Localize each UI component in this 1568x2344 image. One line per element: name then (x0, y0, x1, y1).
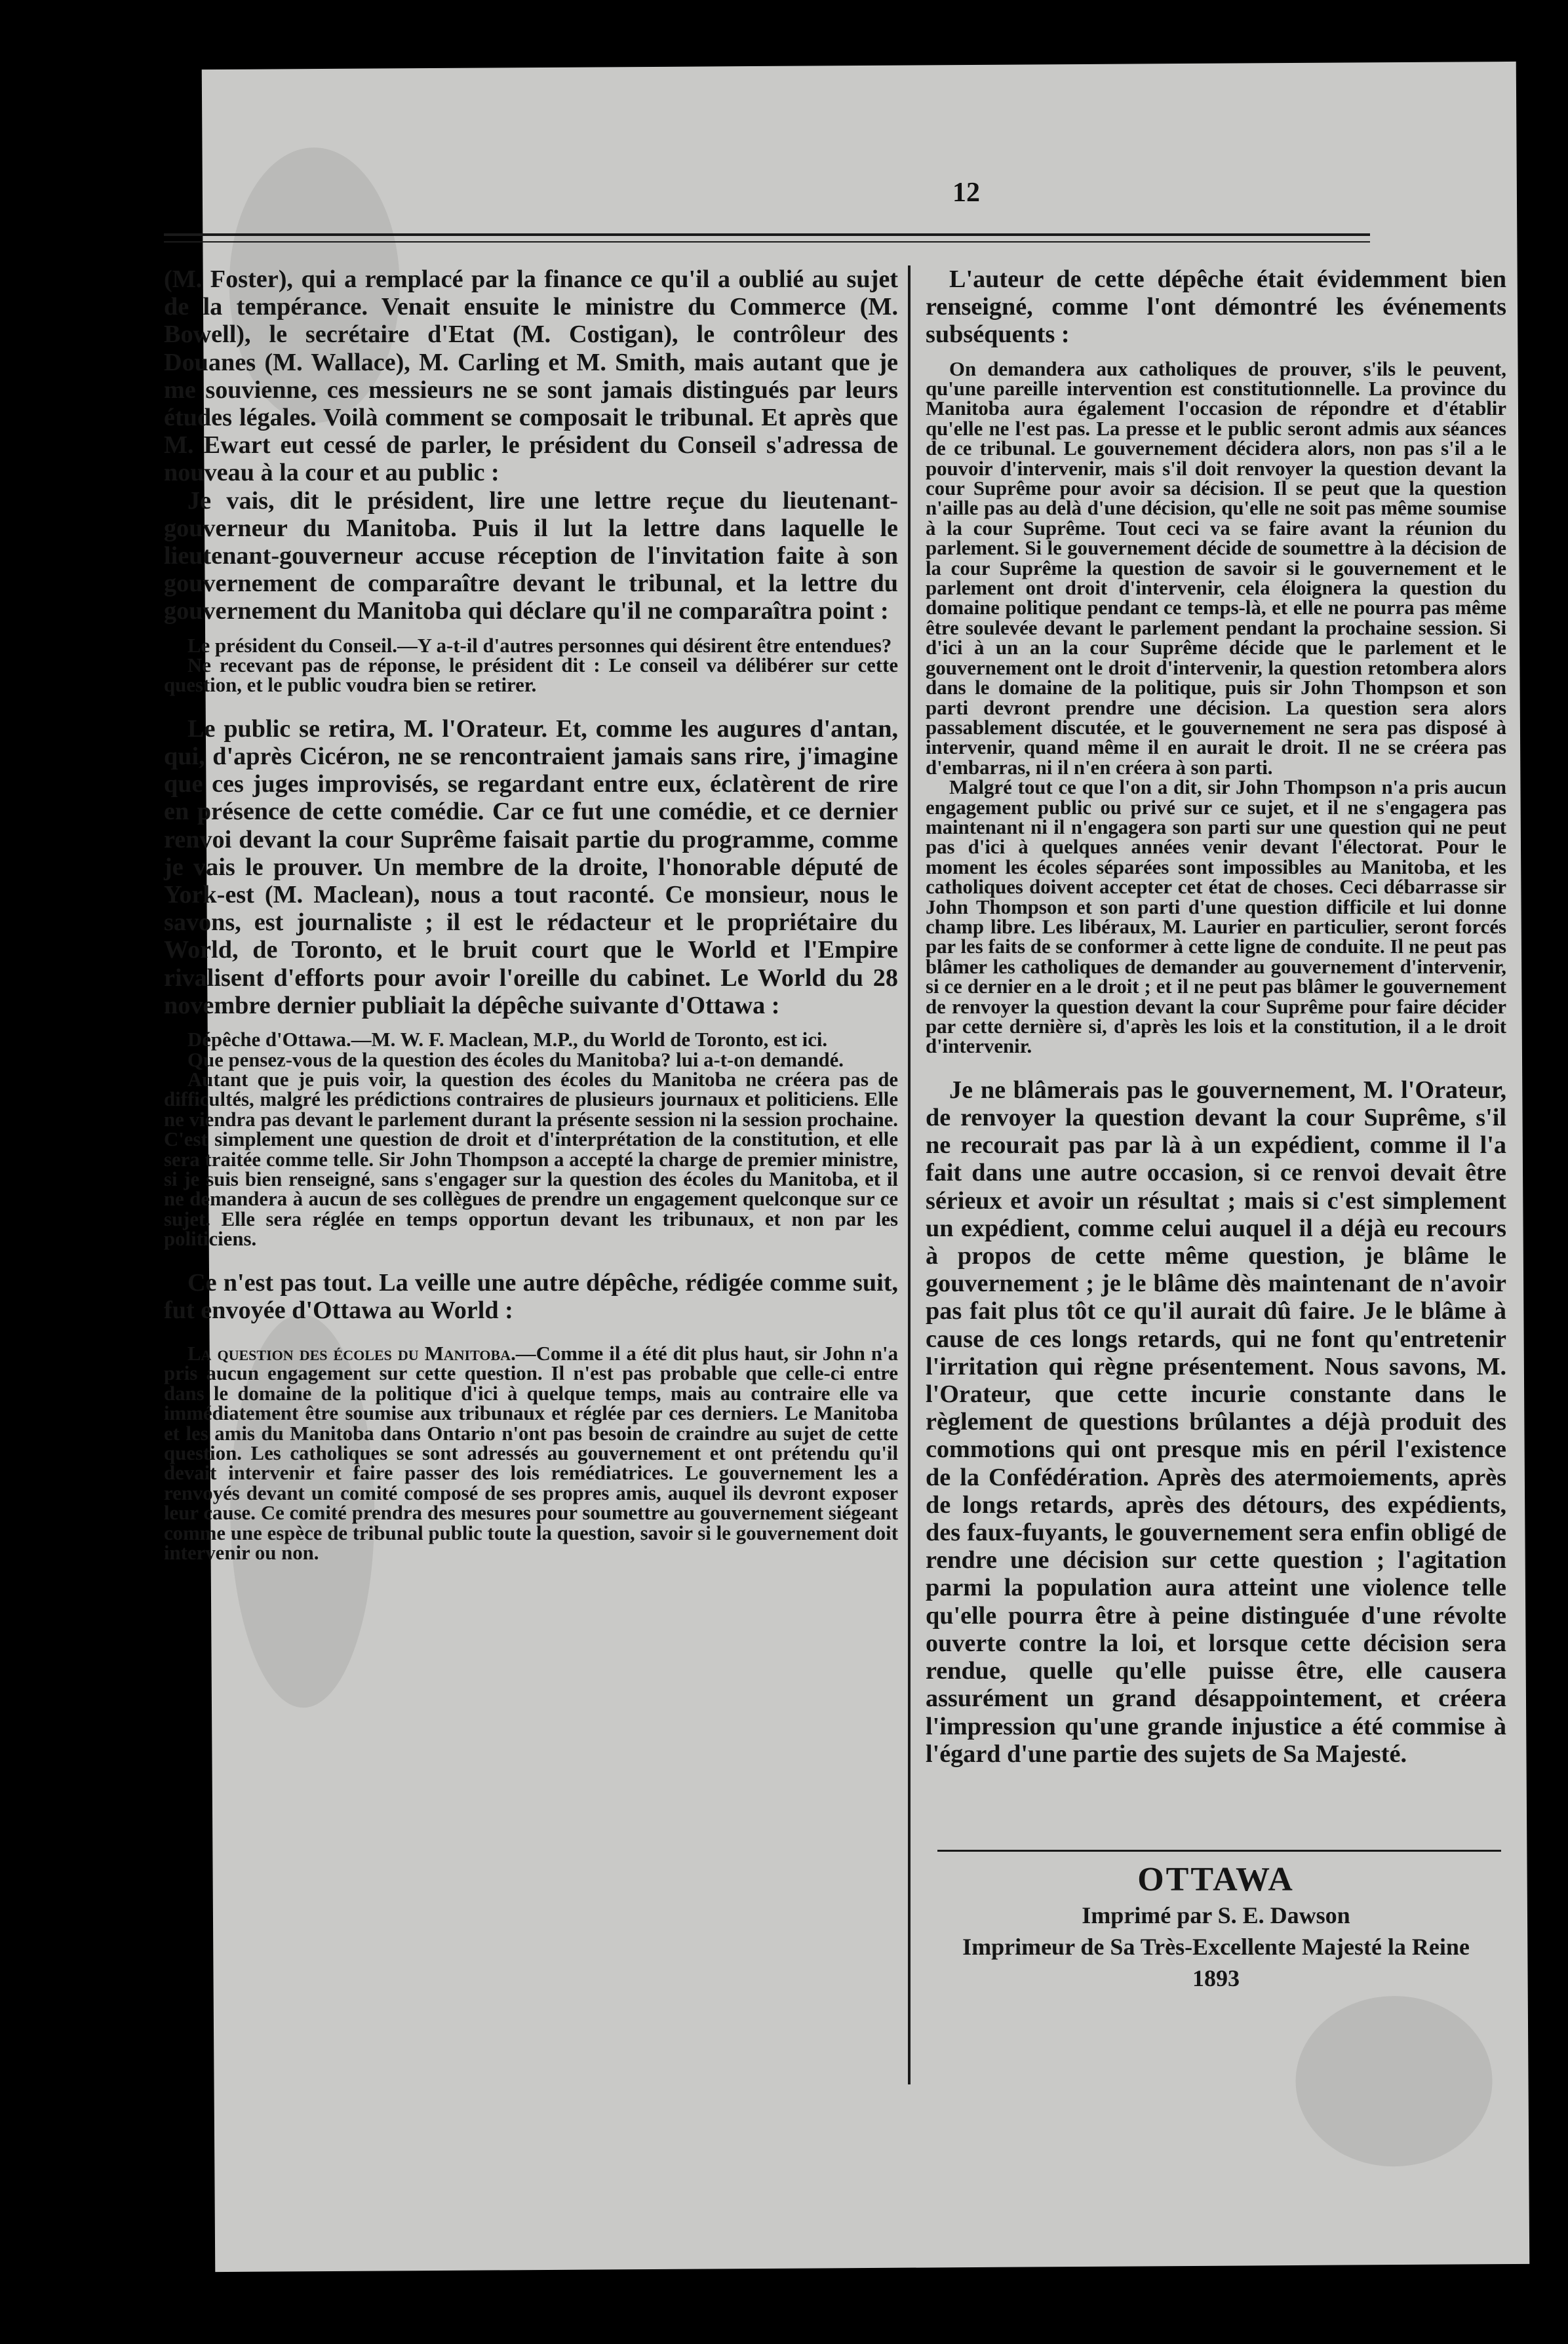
paper-stain (1295, 1995, 1493, 2167)
right-column (926, 265, 1506, 1768)
quoted-paragraph: On demandera aux catholiques de prouver, s'ils le peuvent, qu'une pareille intervention est constitutionnelle. La province du Manitoba aura également l'occasion de répondre et d'établir qu'elle ne l'est pas. La presse et le public seront admis aux séances de ce tribunal. Le gouvernement décidera alors, non pas s'il a le pouvoir d'intervenir, mais s'il doit renvoyer la question devant la cour Suprême pour avoir sa décision. Il se peut que la question n'aille pas au delà d'une décision, qu'elle ne soit pas même soumise à la cour Suprême. Tout ceci va se faire avant la réunion du parlement. Si le gouvernement décide de soumettre à la décision de la cour Suprême la question de savoir si le gouvernement et le parlement ont droit d'intervenir, cela éloignera la question du domaine politique pendant ce temps-là, et elle ne pourra pas même être soulevée devant le parlement pendant la prochaine session. Si d'ici à un an la cour Suprême décide que le parlement et le gouvernement ont le droit d'intervenir, la question retombera alors dans le domaine de la politique, puis sir John Thompson et son parti devront prendre une décision. La question sera alors passablement discutée, et le gouvernement ne sera pas disposé à intervenir, quand même il en aurait le droit. Il ne se créera pas d'embarras, ni il n'en créera à son parti. (926, 357, 1506, 779)
header-rule-thick (164, 233, 1370, 236)
quoted-paragraph: Que pensez-vous de la question des écoles du Manitoba? lui a-t-on demandé. (187, 1048, 844, 1071)
quoted-paragraph: Ne recevant pas de réponse, le président dit : Le conseil va délibérer sur cette question, et le public voudra bien se retirer. (164, 654, 898, 697)
page-number: 12 (952, 178, 980, 208)
imprint-city: OTTAWA (1137, 1861, 1295, 1898)
quoted-paragraph: Dépêche d'Ottawa.—M. W. F. Maclean, M.P., du World de Toronto, est ici. (187, 1028, 828, 1051)
paragraph: Le public se retira, M. l'Orateur. Et, comme les augures d'antan, qui, d'après Cicéron, ne se rencontraient jamais sans rire, j'imagine que ces juges improvisés, se regardant entre eux, éclatèrent de rire en présence de cette comédie. Car ce fut une comédie, et ce dernier renvoi devant la cour Suprême faisait partie du programme, comme je vais le prouver. Un membre de la droite, l'honorable député de York-est (M. Maclean), nous a tout raconté. Ce monsieur, nous le savons, est journaliste ; il est le rédacteur et le propriétaire du World, de Toronto, et le bruit court que le World et l'Empire rivalisent d'efforts pour avoir l'oreille du cabinet. Le World du 28 novembre dernier publiait la dépêche suivante d'Ottawa : (164, 714, 898, 1019)
column-divider (908, 265, 911, 2084)
imprint-year: 1893 (1192, 1965, 1240, 1991)
quoted-paragraph: Le président du Conseil.—Y a-t-il d'autres personnes qui désirent être entendues? (187, 634, 892, 657)
header-rule-thin (164, 241, 1370, 243)
paragraph: Je ne blâmerais pas le gouvernement, M. l'Orateur, de renvoyer la question devant la cour Suprême, s'il ne recourait pas par là à un expédient, comme il l'a fait dans une autre occasion, si ce renvoi devait être sérieux et avoir un résultat ; mais si c'est simplement un expédient, comme celui auquel il a déjà eu recours à propos de cette même question, je blâme le gouvernement ; je le blâme dès maintenant de n'avoir pas fait plus tôt ce qu'il aurait dû faire. Je le blâme à cause de ces longs retards, qui ne font qu'entretenir l'irritation qui règne présentement. Nous savons, M. l'Orateur, que cette incurie constante dans le règlement de questions brûlantes a déjà produit des commotions qui ont presque mis en péril l'existence de la Confédération. Après des atermoiements, après de longs retards, après des détours, des expédients, des faux-fuyants, le gouvernement sera enfin obligé de rendre une décision sur cette question ; l'agitation parmi la population aura atteint une violence telle qu'elle pourra être à peine distinguée d'une révolte ouverte contre la loi, et lorsque cette décision sera rendue, quelle qu'elle puisse être, elle causera assurément un grand désappointement, et créera l'impression qu'une grande injustice a été commise à l'égard d'une partie des sujets de Sa Majesté. (926, 1076, 1506, 1768)
imprint-title: Imprimeur de Sa Très-Excellente Majesté la Reine (962, 1934, 1470, 1960)
quote-text: —Comme il a été dit plus haut, sir John n'a pris aucun engagement sur cette question. Il n'est pas probable que celle-ci entre dans le domaine de la politique d'ici à quelque temps, mais au contraire elle va immédiatement être soumise aux tribunaux et réglée par ces derniers. Le Manitoba et les amis du Manitoba dans Ontario n'ont pas besoin de craindre au sujet de cette question. Les catholiques se sont adressés au gouvernement et ont prétendu qu'il devait intervenir et faire passer des lois remédiatrices. Le gouvernement les a renvoyés devant un comité composé de ses propres amis, auquel ils devront exposer leur cause. Ce comité prendra des mesures pour soumettre au gouvernement siégeant comme une espèce de tribunal public toute la question, savoir si le gouvernement doit intervenir ou non. (164, 1342, 899, 1565)
imprint-rule (937, 1850, 1501, 1852)
quoted-paragraph: Malgré tout ce que l'on a dit, sir John Thompson n'a pris aucun engagement public ou privé sur ce sujet, et il ne s'engagera pas maintenant ni il n'engagera son parti sur une question qui ne peut pas d'ici à quelques années venir devant l'électorat. Pour le moment les écoles séparées sont impossibles au Manitoba, et les catholiques doivent accepter cet état de choses. Ceci débarrasse sir John Thompson et son parti d'une question difficile et lui donne champ libre. Les libéraux, M. Laurier en particulier, seront forcés par les faits de se conformer à cette ligne de conduite. Il ne peut pas blâmer les catholiques de demander au gouvernement d'intervenir, si ce dernier en a le droit ; et il ne peut pas blâmer le gouvernement de renvoyer la question devant la cour Suprême pour faire décider par cette dernière si, d'après les lois et la constitution, il a le droit d'intervenir. (926, 776, 1506, 1058)
paragraph: (M. Foster), qui a remplacé par la finance ce qu'il a oublié au sujet de la tempérance. Venait ensuite le ministre du Commerce (M. Bowell), le secrétaire d'Etat (M. Costigan), le contrôleur des Douanes (M. Wallace), M. Carling et M. Smith, mais autant que je me souvienne, ces messieurs ne se sont jamais distingués par leurs études légales. Voilà comment se composait le tribunal. Et après que M. Ewart eut cessé de parler, le président du Conseil s'adressa de nouveau à la cour et au public : (164, 265, 898, 487)
quote-title: La question des écoles du Manitoba. (187, 1342, 516, 1365)
imprint (926, 1860, 1506, 1994)
paragraph: Ce n'est pas tout. La veille une autre dépêche, rédigée comme suit, fut envoyée d'Ottawa au World : (164, 1268, 898, 1324)
paragraph: L'auteur de cette dépêche était évidemment bien renseigné, comme l'ont démontré les événements subséquents : (926, 265, 1506, 349)
left-column (164, 265, 898, 1563)
imprint-printer: Imprimé par S. E. Dawson (1082, 1902, 1350, 1928)
quoted-paragraph (164, 1344, 898, 1563)
paragraph: Je vais, dit le président, lire une lettre reçue du lieutenant-gouverneur du Manitoba. Puis il lut la lettre dans laquelle le lieutenant-gouverneur accuse réception de l'invitation faite à son gouvernement de comparaître devant le tribunal, et la lettre du gouvernement du Manitoba qui déclare qu'il ne comparaîtra point : (164, 486, 898, 625)
quoted-paragraph: Autant que je puis voir, la question des écoles du Manitoba ne créera pas de difficultés, malgré les prédictions contraires de plusieurs journaux et politiciens. Elle ne viendra pas devant le parlement durant la présente session ni la session prochaine. C'est simplement une question de droit et d'interprétation de la constitution, et elle sera traitée comme telle. Sir John Thompson a accepté la charge de premier ministre, si je suis bien renseigné, sans s'engager sur la question des écoles du Manitoba, et il ne demandera à aucun de ses collègues de prendre un engagement quelconque sur ce sujet. Elle sera réglée en temps opportun devant les tribunaux, et non par les politiciens. (164, 1068, 898, 1251)
